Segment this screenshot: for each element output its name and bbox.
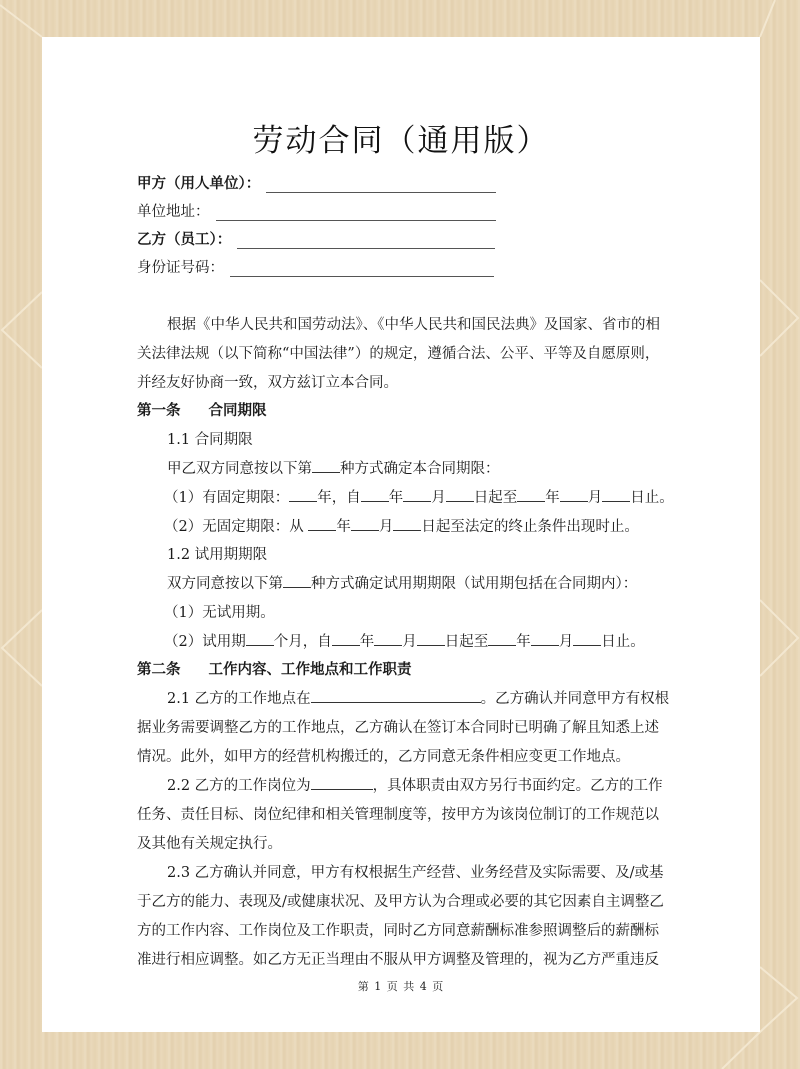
blank[interactable] [560, 488, 588, 502]
blank[interactable] [308, 517, 336, 531]
text: 甲乙双方同意按以下第 [167, 461, 312, 477]
text: 年 [516, 634, 531, 650]
section-2-1-line: 情况。此外，如甲方的经营机构搬迁的，乙方同意无条件相应变更工作地点。 [137, 749, 630, 765]
section-2-2-line: 任务、责任目标、岗位纪律和相关管理制度等，按甲方为该岗位制订的工作规范以 [137, 807, 659, 823]
text: （2）试用期 [164, 634, 246, 650]
blank[interactable] [531, 632, 559, 646]
employer-label: 甲方（用人单位）： [137, 175, 261, 192]
employee-blank[interactable] [237, 234, 495, 249]
article-title: 合同期限 [208, 402, 267, 419]
section-1-1-option-1 [164, 488, 674, 508]
address-blank[interactable] [216, 206, 496, 221]
document-title: 劳动合同（通用版） [252, 123, 550, 159]
job-position-blank[interactable] [311, 776, 373, 790]
blank[interactable] [488, 632, 516, 646]
section-1-2-option-1: （1）无试用期。 [164, 605, 275, 621]
article-title: 工作内容、工作地点和工作职责 [208, 661, 412, 678]
text: 月 [431, 490, 446, 506]
text: 。乙方确认并同意甲方有权根 [480, 691, 670, 707]
blank[interactable] [374, 632, 402, 646]
text: 日起至 [444, 634, 489, 650]
contract-page [42, 37, 760, 1032]
employee-field [137, 227, 495, 249]
text: 月 [558, 634, 574, 650]
work-location-blank[interactable] [311, 689, 481, 703]
employer-field [137, 171, 496, 193]
article-number: 第二条 [137, 661, 181, 678]
text: 月 [378, 519, 394, 535]
text: 日止。 [630, 490, 674, 506]
text: 月 [587, 490, 603, 506]
blank[interactable] [417, 632, 445, 646]
section-2-1-line [167, 689, 669, 709]
section-1-2-title: 1.2 试用期期限 [167, 547, 268, 563]
section-1-1-intro [167, 459, 500, 479]
blank[interactable] [246, 632, 274, 646]
text: 日起至 [473, 490, 518, 506]
text: （1）有固定期限： [164, 490, 290, 506]
blank[interactable] [393, 517, 421, 531]
text: 个月，自 [273, 634, 332, 650]
blank[interactable] [517, 488, 545, 502]
text: 双方同意按以下第 [167, 576, 283, 592]
id-number-label: 身份证号码： [137, 260, 224, 276]
preamble-line: 根据《中华人民共和国劳动法》、《中华人民共和国民法典》及国家、省市的相 [167, 317, 660, 333]
preamble-line: 并经友好协商一致，双方兹订立本合同。 [137, 375, 398, 391]
employer-blank[interactable] [266, 178, 496, 193]
text: 年 [545, 490, 560, 506]
section-2-3-line: 准进行相应调整。如乙方无正当理由不服从甲方调整及管理的，视为乙方严重违反 [137, 952, 659, 968]
blank[interactable] [446, 488, 474, 502]
section-1-1-option-2 [164, 517, 639, 537]
text: ，具体职责由双方另行书面约定。乙方的工作 [372, 778, 663, 794]
address-label: 单位地址： [137, 204, 210, 220]
section-1-2-option-2 [164, 632, 645, 652]
text: 年 [336, 519, 351, 535]
address-field [137, 199, 496, 221]
text: 日起至法定的终止条件出现时止。 [421, 519, 639, 535]
blank[interactable] [361, 488, 389, 502]
id-number-blank[interactable] [230, 262, 494, 277]
id-number-field [137, 255, 494, 277]
article-1-heading [137, 401, 267, 421]
section-2-1-line: 据业务需要调整乙方的工作地点，乙方确认在签订本合同时已明确了解且知悉上述 [137, 720, 659, 736]
article-2-heading [137, 660, 412, 680]
blank[interactable] [312, 459, 340, 473]
section-1-2-intro [167, 574, 637, 594]
blank[interactable] [283, 574, 311, 588]
blank[interactable] [351, 517, 379, 531]
blank[interactable] [602, 488, 630, 502]
text: 年 [388, 490, 404, 506]
text: 种方式确定本合同期限： [340, 461, 500, 477]
section-1-1-title: 1.1 合同期限 [167, 432, 253, 448]
section-2-3-line: 2.3 乙方确认并同意，甲方有权根据生产经营、业务经营及实际需要、及/或基 [167, 865, 664, 881]
text: 日止。 [601, 634, 645, 650]
page-footer: 第 1 页 共 4 页 [357, 980, 445, 993]
blank[interactable] [573, 632, 601, 646]
section-2-3-line: 于乙方的能力、表现及/或健康状况、及甲方认为合理或必要的其它因素自主调整乙 [137, 894, 664, 910]
blank[interactable] [332, 632, 360, 646]
article-number: 第一条 [137, 402, 181, 419]
text: 年，自 [317, 490, 361, 506]
text: 年 [359, 634, 375, 650]
text: 种方式确定试用期期限（试用期包括在合同期内）： [311, 576, 638, 592]
blank[interactable] [403, 488, 431, 502]
section-2-3-line: 方的工作内容、工作岗位及工作职责，同时乙方同意薪酬标准参照调整后的薪酬标 [137, 923, 659, 939]
text: 2.2 乙方的工作岗位为 [167, 778, 311, 794]
section-2-2-line [167, 776, 663, 796]
employee-label: 乙方（员工）： [137, 231, 232, 248]
text: 2.1 乙方的工作地点在 [167, 691, 311, 707]
text: 月 [402, 634, 417, 650]
preamble-line: 关法律法规（以下简称“中国法律”）的规定，遵循合法、公平、平等及自愿原则， [137, 346, 660, 362]
blank[interactable] [289, 488, 317, 502]
section-2-2-line: 及其他有关规定执行。 [137, 836, 282, 852]
text: （2）无固定期限：从 [164, 519, 309, 535]
